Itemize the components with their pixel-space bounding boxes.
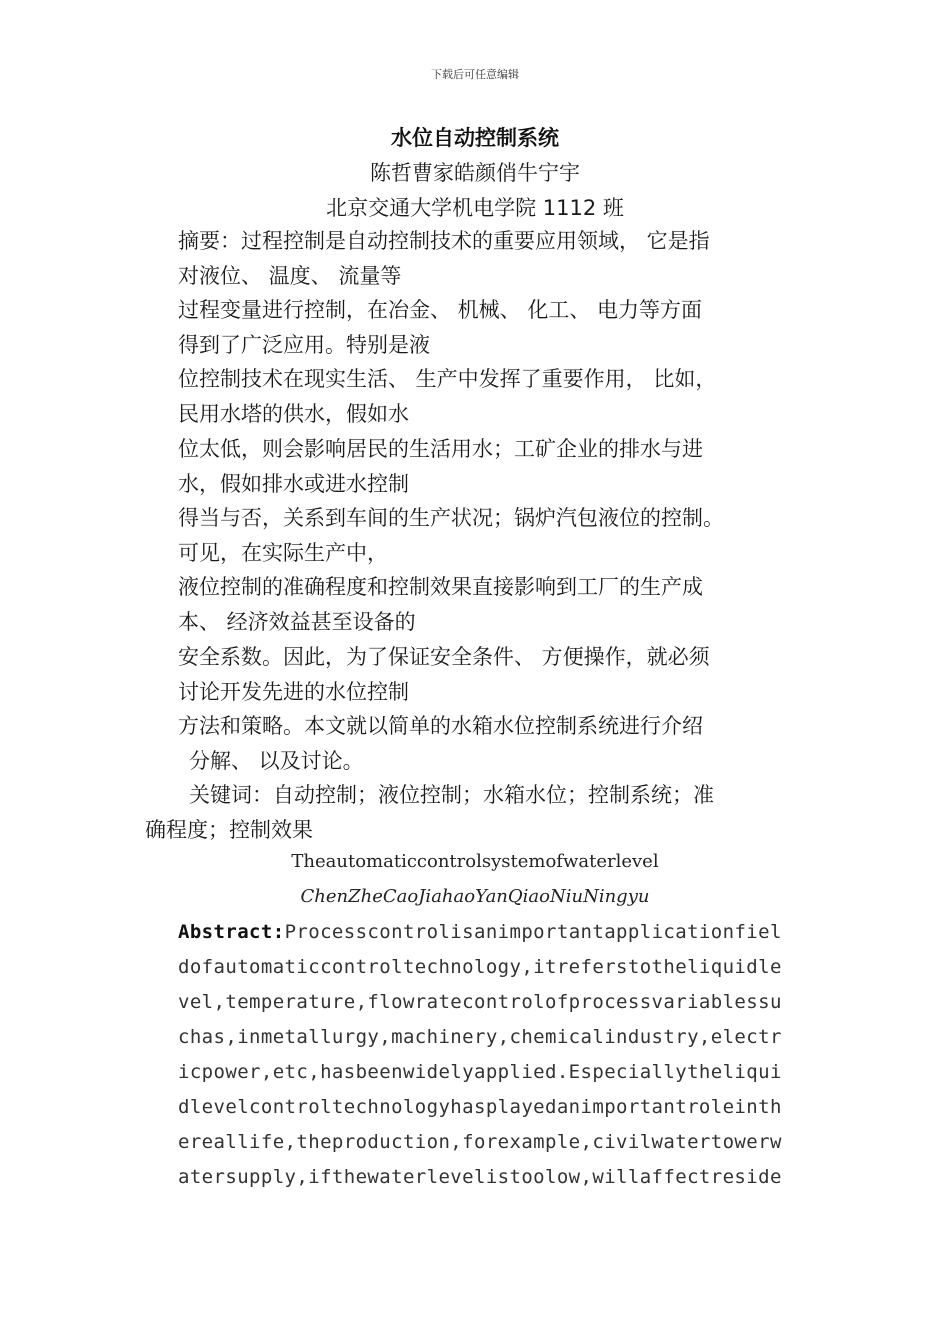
abstract-cn-line: 得到了广泛应用。特别是液 <box>178 333 430 357</box>
abstract-en-label: Abstract: <box>178 921 285 943</box>
abstract-cn-line: 得当与否，关系到车间的生产状况；锅炉汽包液位的控制。 <box>178 506 724 530</box>
abstract-en-text: Processcontrolisanimportantapplicationfiel <box>284 921 782 943</box>
abstract-en-line <box>178 920 782 944</box>
abstract-cn-line: 位太低，则会影响居民的生活用水；工矿企业的排水与进 <box>178 437 703 461</box>
abstract-en-line: dlevelcontroltechnologyhasplayedanimportantroleinth <box>178 1096 782 1118</box>
abstract-cn-line: 液位控制的准确程度和控制效果直接影响到工厂的生产成 <box>178 575 703 599</box>
english-title: Theautomaticcontrolsystemofwaterlevel <box>291 851 659 872</box>
keywords-cn-line: 确程度；控制效果 <box>145 818 313 842</box>
affiliation: 北京交通大学机电学院 1112 班 <box>326 196 624 220</box>
abstract-cn-line: 对液位、 温度、 流量等 <box>178 264 402 288</box>
english-authors: ChenZheCaoJiahaoYanQiaoNiuNingyu <box>300 886 650 907</box>
abstract-en-line: chas,inmetallurgy,machinery,chemicalindustry,electr <box>178 1026 782 1048</box>
abstract-en-line: vel,temperature,flowratecontrolofprocessvariablessu <box>178 991 782 1013</box>
page-title: 水位自动控制系统 <box>391 126 559 150</box>
keywords-cn-line: 关键词：自动控制；液位控制；水箱水位；控制系统；准 <box>189 783 714 807</box>
abstract-cn-line: 方法和策略。本文就以简单的水箱水位控制系统进行介绍 <box>178 714 703 738</box>
abstract-cn-line: 位控制技术在现实生活、 生产中发挥了重要作用， 比如， <box>178 367 717 391</box>
abstract-en-line: dofautomaticcontroltechnology,itreferstotheliquidle <box>178 956 782 978</box>
abstract-cn-line: 本、 经济效益甚至设备的 <box>178 610 416 634</box>
abstract-cn-line: 过程变量进行控制，在冶金、 机械、 化工、 电力等方面 <box>178 298 703 322</box>
abstract-cn-line: 水，假如排水或进水控制 <box>178 472 409 496</box>
abstract-en-line: icpower,etc,hasbeenwidelyapplied.Especiallytheliqui <box>178 1061 782 1083</box>
abstract-cn-line: 摘要：过程控制是自动控制技术的重要应用领域， 它是指 <box>178 229 710 253</box>
authors: 陈哲曹家皓颜俏牛宁宇 <box>370 161 580 185</box>
abstract-cn-line: 可见，在实际生产中， <box>178 541 388 565</box>
abstract-cn-line: 民用水塔的供水，假如水 <box>178 402 409 426</box>
abstract-cn-line: 分解、 以及讨论。 <box>189 749 364 773</box>
abstract-en-line: ereallife,theproduction,forexample,civilwatertowerw <box>178 1131 782 1153</box>
abstract-cn-line: 讨论开发先进的水位控制 <box>178 680 409 704</box>
abstract-en-line: atersupply,ifthewaterlevelistoolow,willaffectreside <box>178 1166 782 1188</box>
header-note: 下载后可任意编辑 <box>431 68 519 81</box>
abstract-cn-line: 安全系数。因此，为了保证安全条件、 方便操作，就必须 <box>178 645 710 669</box>
